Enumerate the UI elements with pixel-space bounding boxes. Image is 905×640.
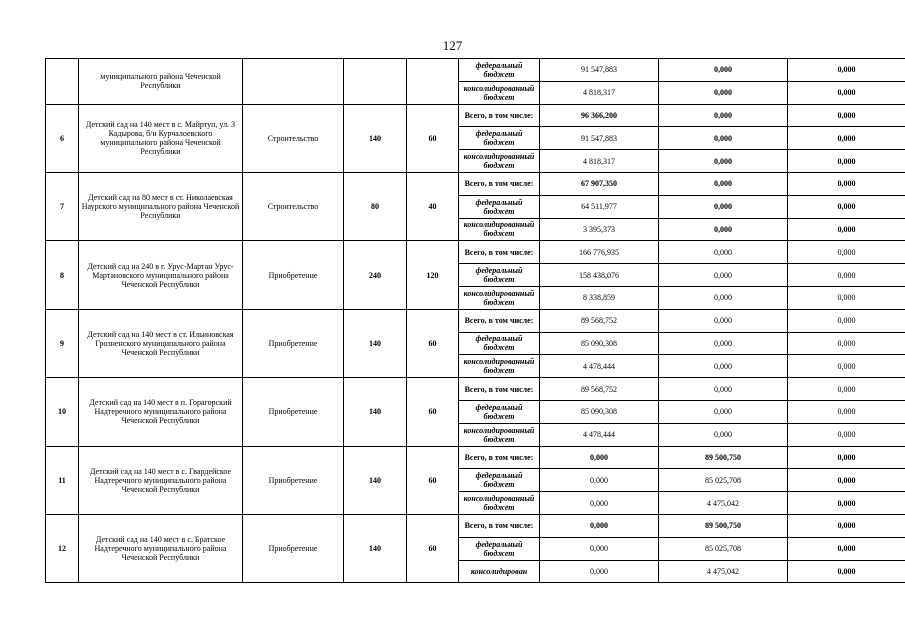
value-year-2: 0,000	[659, 241, 788, 264]
value-year-1: 0,000	[540, 560, 659, 583]
funding-source: Всего, в том числе:	[459, 104, 540, 127]
value-year-3: 0,000	[788, 195, 905, 218]
row-number: 8	[46, 241, 79, 309]
value-year-3: 0,000	[788, 378, 905, 401]
value-year-3: 0,000	[788, 446, 905, 469]
object-type: Приобретение	[243, 378, 344, 446]
value-year-2: 0,000	[659, 104, 788, 127]
value-year-1: 89 568,752	[540, 309, 659, 332]
funding-source: федеральный бюджет	[459, 195, 540, 218]
value-year-1: 3 395,373	[540, 218, 659, 241]
object-name: Детский сад на 140 мест в с. Братское Надтеречного муниципального района Чеченской Республики	[79, 514, 243, 582]
object-name: Детский сад на 140 мест в п. Горагорский Надтеречного муниципального района Чеченской Республики	[79, 378, 243, 446]
value-year-2: 0,000	[659, 355, 788, 378]
funding-source: федеральный бюджет	[459, 469, 540, 492]
row-number: 6	[46, 104, 79, 172]
value-year-1: 8 338,859	[540, 286, 659, 309]
object-seats: 60	[407, 446, 459, 514]
funding-source: консолидированный бюджет	[459, 286, 540, 309]
value-year-3: 0,000	[788, 560, 905, 583]
value-year-2: 0,000	[659, 59, 788, 82]
value-year-3: 0,000	[788, 218, 905, 241]
row-number: 12	[46, 514, 79, 582]
funding-source: федеральный бюджет	[459, 537, 540, 560]
funding-source: Всего, в том числе:	[459, 446, 540, 469]
object-seats	[407, 59, 459, 105]
funding-source: консолидированный бюджет	[459, 492, 540, 515]
object-type: Строительство	[243, 104, 344, 172]
object-capacity: 140	[344, 446, 407, 514]
value-year-3: 0,000	[788, 469, 905, 492]
value-year-2: 0,000	[659, 172, 788, 195]
table-row	[46, 172, 905, 195]
value-year-2: 89 500,750	[659, 514, 788, 537]
table-row	[46, 104, 905, 127]
value-year-2: 0,000	[659, 81, 788, 104]
object-capacity: 140	[344, 514, 407, 582]
value-year-2: 4 475,042	[659, 560, 788, 583]
value-year-3: 0,000	[788, 537, 905, 560]
funding-source: Всего, в том числе:	[459, 172, 540, 195]
value-year-1: 91 547,883	[540, 59, 659, 82]
value-year-2: 0,000	[659, 378, 788, 401]
value-year-1: 96 366,200	[540, 104, 659, 127]
value-year-1: 4 478,444	[540, 355, 659, 378]
value-year-1: 85 090,308	[540, 400, 659, 423]
value-year-3: 0,000	[788, 172, 905, 195]
value-year-1: 67 907,350	[540, 172, 659, 195]
object-seats: 60	[407, 514, 459, 582]
value-year-2: 0,000	[659, 218, 788, 241]
object-seats: 60	[407, 309, 459, 377]
value-year-3: 0,000	[788, 309, 905, 332]
funding-source: Всего, в том числе:	[459, 378, 540, 401]
value-year-2: 0,000	[659, 423, 788, 446]
object-capacity	[344, 59, 407, 105]
object-capacity: 140	[344, 378, 407, 446]
value-year-2: 0,000	[659, 400, 788, 423]
object-seats: 60	[407, 104, 459, 172]
value-year-3: 0,000	[788, 492, 905, 515]
value-year-3: 0,000	[788, 150, 905, 173]
object-type: Приобретение	[243, 446, 344, 514]
value-year-1: 166 776,935	[540, 241, 659, 264]
row-number: 7	[46, 172, 79, 240]
object-seats: 120	[407, 241, 459, 309]
object-capacity: 140	[344, 309, 407, 377]
page-number: 127	[442, 38, 463, 53]
object-name: Детский сад на 140 мест в с. Гвардейское Надтеречного муниципального района Чеченской Республики	[79, 446, 243, 514]
value-year-1: 0,000	[540, 446, 659, 469]
value-year-1: 4 478,444	[540, 423, 659, 446]
funding-source: консолидированный бюджет	[459, 355, 540, 378]
value-year-3: 0,000	[788, 423, 905, 446]
value-year-2: 85 025,708	[659, 469, 788, 492]
budget-table	[45, 58, 905, 583]
table-row	[46, 378, 905, 401]
value-year-3: 0,000	[788, 104, 905, 127]
object-name: муниципального района Чеченской Республики	[79, 59, 243, 105]
table-row	[46, 514, 905, 537]
funding-source: консолидированный бюджет	[459, 150, 540, 173]
value-year-2: 89 500,750	[659, 446, 788, 469]
value-year-1: 0,000	[540, 469, 659, 492]
value-year-2: 0,000	[659, 332, 788, 355]
funding-source: консолидирован	[459, 560, 540, 583]
value-year-3: 0,000	[788, 264, 905, 287]
funding-source: федеральный бюджет	[459, 400, 540, 423]
object-seats: 40	[407, 172, 459, 240]
object-name: Детский сад на 140 мест в ст. Ильиновская Грозненского муниципального района Чеченской Республики	[79, 309, 243, 377]
funding-source: Всего, в том числе:	[459, 241, 540, 264]
row-number	[46, 59, 79, 105]
value-year-2: 0,000	[659, 150, 788, 173]
object-type	[243, 59, 344, 105]
funding-source: консолидированный бюджет	[459, 218, 540, 241]
funding-source: Всего, в том числе:	[459, 309, 540, 332]
value-year-2: 0,000	[659, 309, 788, 332]
table-row	[46, 241, 905, 264]
object-name: Детский сад на 140 мест в с. Майртуп, ул. З Кадырова, б/н Курчалоевского муниципального района Чеченской Республики	[79, 104, 243, 172]
value-year-3: 0,000	[788, 127, 905, 150]
object-type: Приобретение	[243, 309, 344, 377]
value-year-1: 0,000	[540, 492, 659, 515]
funding-source: федеральный бюджет	[459, 59, 540, 82]
value-year-3: 0,000	[788, 355, 905, 378]
value-year-3: 0,000	[788, 81, 905, 104]
object-name: Детский сад на 80 мест в ст. Николаевская Наурского муниципального района Чеченской Республики	[79, 172, 243, 240]
table-row	[46, 59, 905, 82]
row-number: 10	[46, 378, 79, 446]
object-type: Строительство	[243, 172, 344, 240]
value-year-1: 0,000	[540, 514, 659, 537]
value-year-3: 0,000	[788, 286, 905, 309]
object-capacity: 240	[344, 241, 407, 309]
funding-source: консолидированный бюджет	[459, 423, 540, 446]
funding-source: консолидированный бюджет	[459, 81, 540, 104]
object-seats: 60	[407, 378, 459, 446]
funding-source: федеральный бюджет	[459, 332, 540, 355]
row-number: 9	[46, 309, 79, 377]
value-year-2: 85 025,708	[659, 537, 788, 560]
object-capacity: 140	[344, 104, 407, 172]
funding-source: Всего, в том числе:	[459, 514, 540, 537]
object-capacity: 80	[344, 172, 407, 240]
table-row	[46, 446, 905, 469]
value-year-2: 0,000	[659, 195, 788, 218]
value-year-3: 0,000	[788, 241, 905, 264]
value-year-2: 0,000	[659, 286, 788, 309]
value-year-3: 0,000	[788, 400, 905, 423]
object-type: Приобретение	[243, 241, 344, 309]
value-year-1: 158 438,076	[540, 264, 659, 287]
value-year-1: 4 818,317	[540, 150, 659, 173]
value-year-1: 91 547,883	[540, 127, 659, 150]
value-year-3: 0,000	[788, 59, 905, 82]
funding-source: федеральный бюджет	[459, 127, 540, 150]
value-year-1: 64 511,977	[540, 195, 659, 218]
value-year-3: 0,000	[788, 514, 905, 537]
object-name: Детский сад на 240 в г. Урус-Мартан Урус-Мартановского муниципального района Чеченской Республики	[79, 241, 243, 309]
value-year-1: 85 090,308	[540, 332, 659, 355]
value-year-2: 0,000	[659, 127, 788, 150]
table-row	[46, 309, 905, 332]
funding-source: федеральный бюджет	[459, 264, 540, 287]
value-year-2: 0,000	[659, 264, 788, 287]
value-year-1: 0,000	[540, 537, 659, 560]
budget-table-body	[46, 59, 905, 583]
row-number: 11	[46, 446, 79, 514]
value-year-1: 4 818,317	[540, 81, 659, 104]
object-type: Приобретение	[243, 514, 344, 582]
value-year-1: 89 568,752	[540, 378, 659, 401]
value-year-2: 4 475,042	[659, 492, 788, 515]
value-year-3: 0,000	[788, 332, 905, 355]
